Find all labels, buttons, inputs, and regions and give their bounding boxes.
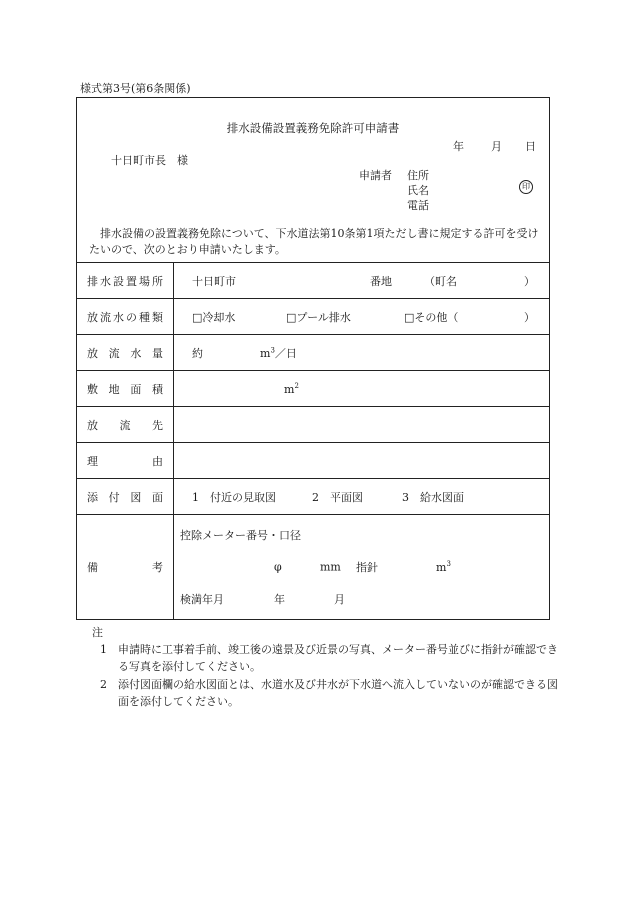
row-label-char: 面 [151,490,163,504]
row-label-attachments [77,479,174,515]
form-number-label: 様式第3号(第6条関係) [80,82,191,95]
table-row [77,371,549,407]
reading-unit [436,561,451,575]
inspection-year: 年 [274,593,285,607]
note-text: 添付図面欄の給水図面とは、水道水及び井水が下水道へ流入していないのが確認できる図面を添付してください。 [118,678,558,708]
note-number: 2 [100,678,107,691]
row-label-remarks [77,515,174,619]
unit-m: m [260,346,271,360]
unit-rest: ／日 [274,346,297,360]
unit-sup: 3 [270,345,275,354]
unit-m: m [436,561,447,575]
table-row [77,479,549,515]
row-label-char: 由 [152,454,163,468]
row-label-char: 排 [87,274,98,288]
row-label-reason [77,443,174,479]
discharge-type-field[interactable] [174,299,550,335]
row-label-site-area [77,371,174,407]
attachment-water-plan: 3 給水図面 [402,490,464,504]
date-day-label: 日 [525,140,536,153]
notes-section [80,624,560,711]
application-table [77,262,549,619]
attachment-location-map: 1 付近の見取図 [192,490,276,504]
discharge-volume-field[interactable] [174,335,550,371]
checkbox-pool-drainage[interactable]: □プール排水 [286,310,351,324]
row-label-char: 流 [119,418,131,432]
row-label-char: 付 [108,490,120,504]
row-label-char: 面 [130,382,142,396]
site-area-field[interactable] [174,371,550,407]
city-text: 十日町市 [192,274,236,288]
row-label-char: 理 [87,454,98,468]
row-label-char: の [126,310,137,324]
town-open-text: （町名 [424,274,457,288]
row-label-char: 先 [152,418,163,432]
note-number: 1 [100,643,107,656]
table-row [77,443,549,479]
intro-paragraph: 排水設備の設置義務免除について、下水道法第10条第1項ただし書に規定する許可を受けたいので、次のとおり申請いたします。 [89,227,539,256]
other-close-text: ） [524,310,535,324]
row-label-char: 敷 [87,382,98,396]
volume-unit [260,345,297,361]
row-label-char: 場 [139,274,150,288]
row-label-char: 水 [130,346,142,360]
row-label-char: 放 [87,346,98,360]
table-row [77,299,549,335]
phi-symbol: φ [274,560,282,574]
remarks-field[interactable] [174,515,550,619]
row-label-location [77,263,174,299]
row-label-char: 地 [108,382,120,396]
seal-mark: 印 [519,180,533,194]
applicant-phone-label: 電話 [407,199,429,212]
note-item [80,676,560,710]
addressee: 十日町市長 様 [111,154,188,167]
unit-sup: 3 [446,560,451,569]
location-field[interactable] [174,263,550,299]
row-label-char: 水 [113,310,124,324]
inspection-label: 検満年月 [180,593,224,607]
town-close-text: ） [524,274,535,288]
applicant-name-label: 氏名 [407,184,429,197]
row-label-char: 水 [100,274,111,288]
attachment-floor-plan: 2 平面図 [312,490,363,504]
row-label-char: 図 [130,490,142,504]
inspection-month: 月 [334,593,345,607]
banchi-text: 番地 [370,274,392,288]
unit-sup: 2 [294,381,299,390]
row-label-char: 種 [139,310,150,324]
note-text: 申請時に工事着手前、竣工後の遠景及び近景の写真、メーター番号並びに指針が確認できる写真を添付してください。 [118,643,558,673]
table-row [77,407,549,443]
checkbox-cooling-water[interactable]: □冷却水 [192,310,236,324]
mm-unit: mm [320,560,341,574]
form-title: 排水設備設置義務免除許可申請書 [226,121,400,135]
row-label-char: 置 [126,274,137,288]
applicant-label: 申請者 [359,169,392,182]
row-label-char: 備 [87,561,98,575]
row-label-char: 積 [151,382,163,396]
application-form [76,97,550,620]
row-label-char: 類 [152,310,163,324]
row-label-char: 放 [87,310,98,324]
attachments-field [174,479,550,515]
date-month-label: 月 [491,140,502,153]
date-year-label: 年 [453,140,464,153]
meter-label: 控除メーター番号・口径 [180,529,301,543]
table-row [77,515,549,619]
table-row [77,335,549,371]
note-item [80,641,560,675]
applicant-address-label: 住所 [407,169,429,182]
row-label-char: 考 [152,561,163,575]
reading-label: 指針 [356,561,378,575]
table-row [77,263,549,299]
row-label-char: 設 [113,274,124,288]
row-label-char: 流 [108,346,120,360]
reason-field[interactable] [174,443,550,479]
unit-m: m [284,382,295,396]
row-label-discharge-volume [77,335,174,371]
row-label-discharge-type [77,299,174,335]
row-label-char: 流 [100,310,111,324]
checkbox-other[interactable]: □その他（ [404,310,459,324]
destination-field[interactable] [174,407,550,443]
notes-heading: 注 [92,626,103,639]
row-label-char: 所 [152,274,163,288]
area-unit [284,382,299,396]
row-label-char: 放 [87,418,98,432]
approx-text: 約 [192,346,203,360]
row-label-destination [77,407,174,443]
row-label-char: 添 [87,490,98,504]
row-label-char: 量 [151,346,163,360]
